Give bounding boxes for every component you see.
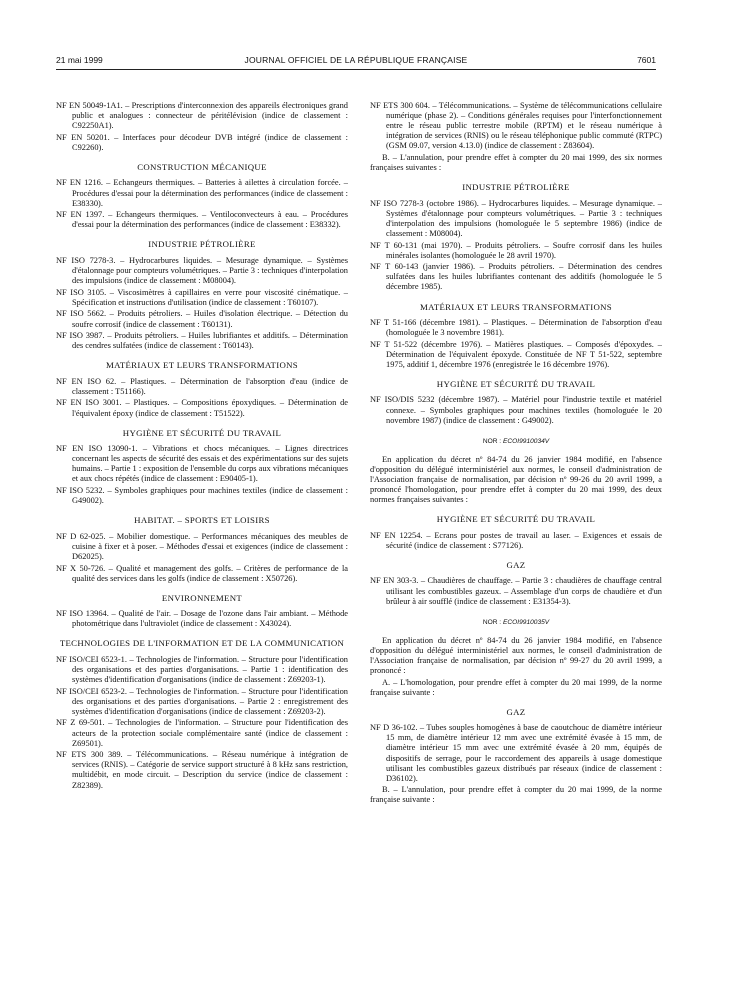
standard-entry: NF ISO 5662. – Produits pétroliers. – Huiles d'isolation électrique. – Détection du soufre corrosif (indice de classement : T60131). [56, 309, 348, 329]
standard-entry: NF D 62-025. – Mobilier domestique. – Performances mécaniques des meubles de cuisine à fixer et à poser. – Méthodes d'essai et exigences (indice de classement : D62025). [56, 531, 348, 561]
standard-entry: NF ETS 300 389. – Télécommunications. – Réseau numérique à intégration de services (RNIS). – Catégorie de service support structuré à 8 kHz sans restriction, multidébit, en mode circuit. – Description du service (indice de classement : Z82389). [56, 750, 348, 790]
standard-entry: NF EN 1397. – Echangeurs thermiques. – Ventiloconvecteurs à eau. – Procédures d'essai pour la détermination des performances (indice de classement : E38332). [56, 210, 348, 230]
standard-entry: NF ISO 13964. – Qualité de l'air. – Dosage de l'ozone dans l'air ambiant. – Méthode photométrique dans l'ultraviolet (indice de classement : X43024). [56, 609, 348, 629]
nor-code: ECOI9910034V [502, 437, 550, 445]
header-rule [56, 69, 656, 70]
standard-entry: NF ETS 300 604. – Télécommunications. – Système de télécommunications cellulaire numérique (phase 2). – Conditions générales requises pour l'interfonctionnement entre le réseau public terrestre mobile (RPTM) et le réseau numérique à intégration de services (RNIS) ou le réseau téléphonique public commuté (RTPC) (GSM 09.07, version 4.13.0) (indice de classement : Z83604). [370, 101, 662, 151]
section-heading: HABITAT. – SPORTS ET LOISIRS [134, 515, 270, 526]
standard-entry: NF ISO 5232. – Symboles graphiques pour machines textiles (indice de classement : G49002). [56, 486, 348, 506]
standard-entry: NF EN ISO 62. – Plastiques. – Détermination de l'absorption d'eau (indice de classement : T51166). [56, 376, 348, 396]
standard-entry: NF EN ISO 3001. – Plastiques. – Compositions époxydiques. – Détermination de l'équivalent époxy (indice de classement : T51522). [56, 398, 348, 418]
nor-code: ECOI9910035V [502, 618, 550, 626]
standard-entry: NF X 50-726. – Qualité et management des golfs. – Critères de performance de la qualité des services dans les golfs (indice de classement : X50726). [56, 563, 348, 583]
nor-reference [370, 619, 662, 626]
right-column [370, 101, 662, 807]
section-heading: GAZ [506, 706, 526, 717]
standard-entry: NF EN 303-3. – Chaudières de chauffage. – Partie 3 : chaudières de chauffage central utilisant les combustibles gazeux. – Assemblage d'un corps de chaudière et d'un brûleur à air soufflé (indice de classement : E31354-3). [370, 576, 662, 606]
standard-entry: NF ISO 7278-3. – Hydrocarbures liquides. – Mesurage dynamique. – Systèmes d'étalonnage pour compteurs volumétriques. – Partie 3 : techniques d'interpolation des impulsions (indice de classement : M08004). [56, 255, 348, 286]
standard-entry: NF EN 12254. – Ecrans pour postes de travail au laser. – Exigences et essais de sécurité (indice de classement : S77126). [370, 530, 662, 550]
standard-entry: NF Z 69-501. – Technologies de l'information. – Structure pour l'identification des acteurs de la protection sociale complémentaire santé (indice de classement : Z69501). [56, 718, 348, 748]
page-header [56, 55, 656, 69]
standard-entry: NF EN ISO 13090-1. – Vibrations et chocs mécaniques. – Lignes directrices concernant les aspects de sécurité des essais et des expérimentations sur des sujets humains. – Partie 1 : exposition de l'ensemble du corps aux vibrations mécaniques et aux chocs répétés (indice de classement : E90405-1). [56, 444, 348, 484]
standard-entry: NF EN 1216. – Echangeurs thermiques. – Batteries à ailettes à circulation forcée. – Procédures d'essai pour la détermination des performances (indice de classement : E38330). [56, 178, 348, 208]
paragraph: B. – L'annulation, pour prendre effet à compter du 20 mai 1999, des six normes françaises suivantes : [370, 152, 662, 173]
section-heading: TECHNOLOGIES DE L'INFORMATION ET DE LA COMMUNICATION [59, 638, 345, 649]
section-heading: CONSTRUCTION MÉCANIQUE [137, 161, 267, 172]
paragraph: En application du décret nº 84-74 du 26 janvier 1984 modifié, en l'absence d'opposition du délégué interministériel aux normes, le conseil d'administration de l'Association française de normalisation, par décision nº 99-26 du 20 avril 1999, a prononcé l'homologation, pour prendre effet à compter du 20 mai 1999, des deux normes françaises suivantes : [370, 454, 662, 505]
section-heading: MATÉRIAUX ET LEURS TRANSFORMATIONS [420, 301, 612, 312]
section-heading: INDUSTRIE PÉTROLIÈRE [148, 239, 256, 250]
paragraph: A. – L'homologation, pour prendre effet à compter du 20 mai 1999, de la norme française suivante : [370, 677, 662, 697]
section-heading: HYGIÈNE ET SÉCURITÉ DU TRAVAIL [122, 427, 282, 438]
section-heading: ENVIRONNEMENT [161, 592, 243, 603]
standard-entry: NF ISO 3105. – Viscosimètres à capillaires en verre pour viscosité cinématique. – Spécification et instructions d'utilisation (indice de classement : T60107). [56, 287, 348, 307]
paragraph: En application du décret nº 84-74 du 26 janvier 1984 modifié, en l'absence d'opposition du délégué interministériel aux normes, le conseil d'administration de l'Association française de normalisation, par décision nº 99-27 du 20 avril 1999, a prononcé : [370, 635, 662, 675]
standard-entry: NF ISO/CEI 6523-2. – Technologies de l'information. – Structure pour l'identification des organisations et des parties d'organisations. – Partie 2 : enregistrement des systèmes d'identification d'organisations (indice de classement : Z69203-2). [56, 686, 348, 716]
section-heading: HYGIÈNE ET SÉCURITÉ DU TRAVAIL [436, 514, 596, 525]
left-column [56, 101, 348, 792]
standard-entry: NF EN 50049-1A1. – Prescriptions d'interconnexion des appareils électroniques grand public et analogues : connecteur de péritélévision (indice de classement : C92250A1). [56, 101, 348, 131]
paragraph: B. – L'annulation, pour prendre effet à compter du 20 mai 1999, de la norme française suivante : [370, 785, 662, 805]
standard-entry: NF ISO/CEI 6523-1. – Technologies de l'information. – Structure pour l'identification des organisations et des parties d'organisations. – Partie 1 : identification des systèmes d'identification d'organisations (indice de classement : Z69203-1). [56, 654, 348, 685]
header-date: 21 mai 1999 [56, 55, 103, 65]
section-heading: HYGIÈNE ET SÉCURITÉ DU TRAVAIL [436, 378, 596, 389]
standard-entry: NF ISO/DIS 5232 (décembre 1987). – Matériel pour l'industrie textile et matériel connexe. – Symboles graphiques pour machines textiles (homologuée le 20 novembre 1987) (indice de classement : G49002). [370, 395, 662, 425]
standard-entry: NF T 60-143 (janvier 1986). – Produits pétroliers. – Détermination des cendres sulfatées dans les huiles lubrifiantes contenant des additifs (homologuée le 5 décembre 1985). [370, 262, 662, 292]
nor-reference [370, 438, 662, 445]
section-heading: INDUSTRIE PÉTROLIÈRE [462, 182, 570, 193]
nor-label: NOR : [482, 618, 502, 626]
standard-entry: NF T 51-522 (décembre 1976). – Matières plastiques. – Composés d'époxydes. – Détermination de l'équivalent époxyde. Constituée de NF T 51-522, septembre 1975, additif 1, décembre 1976 (enregistrée le 16 décembre 1976). [370, 339, 662, 369]
standard-entry: NF EN 50201. – Interfaces pour décodeur DVB intégré (indice de classement : C92260). [56, 132, 348, 152]
section-heading: GAZ [506, 559, 526, 570]
section-heading: MATÉRIAUX ET LEURS TRANSFORMATIONS [106, 360, 298, 371]
standard-entry: NF T 51-166 (décembre 1981). – Plastiques. – Détermination de l'absorption d'eau (homologuée le 3 novembre 1981). [370, 318, 662, 338]
standard-entry: NF ISO 3987. – Produits pétroliers. – Huiles lubrifiantes et additifs. – Détermination des cendres sulfatées (indice de classement : T60143). [56, 331, 348, 351]
nor-label: NOR : [482, 437, 502, 445]
standard-entry: NF ISO 7278-3 (octobre 1986). – Hydrocarbures liquides. – Mesurage dynamique. – Systèmes d'étalonnage pour compteurs volumétriques. – Partie 3 : techniques d'interpolation des impulsions (homologuée le 5 septembre 1986) (indice de classement : M08004). [370, 198, 662, 238]
standard-entry: NF D 36-102. – Tubes souples homogènes à base de caoutchouc de diamètre intérieur 15 mm, de diamètre intérieur 12 mm avec une extrémité évasée à 15 mm, de diamètre intérieur 15 mm avec une extrémité évasée à 20 mm, équipés de dispositifs de serrage, pour le raccordement des appareils à usage domestique utilisant les combustibles gazeux distribués par réseaux (indice de classement : D36102). [370, 723, 662, 783]
header-page-number: 7601 [637, 55, 656, 65]
header-journal-title: JOURNAL OFFICIEL DE LA RÉPUBLIQUE FRANÇAISE [244, 55, 468, 65]
standard-entry: NF T 60-131 (mai 1970). – Produits pétroliers. – Soufre corrosif dans les huiles minérales isolantes (homologuée le 28 avril 1970). [370, 240, 662, 260]
